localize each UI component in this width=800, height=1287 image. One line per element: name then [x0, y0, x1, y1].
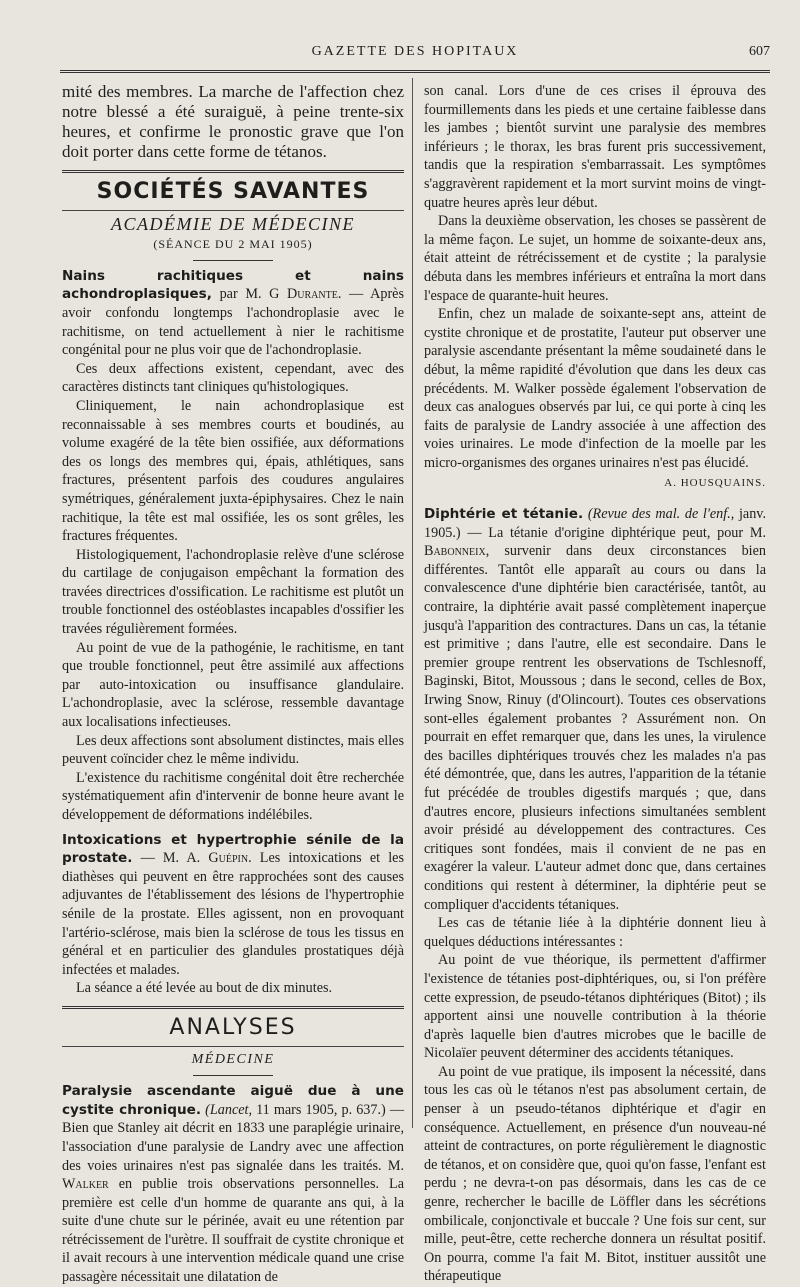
section-title-societes: SOCIÉTÉS SAVANTES — [96, 179, 370, 204]
page-number: 607 — [749, 44, 770, 59]
article-title: Intoxications et hypertrophie sénile de la prostate. — [62, 831, 404, 867]
rule — [193, 1075, 273, 1076]
author: Babonneix — [424, 543, 486, 560]
rule — [193, 260, 273, 261]
author: Durante — [287, 286, 338, 303]
author: Walker — [62, 1176, 109, 1193]
article-prostate: Intoxications et hypertrophie sénile de la prostate. — M. A. Guépin. Les intoxications et les diathèses qui peuvent en être rapprochées sont des causes adjuvantes de l'établissement des lésions de l'hypertrophie sénile de la prostate. Elles agissent, non en provoquant l'artério-sclérose, mais bien la sclérose de tous les tissus en général et en particulier des glandules prostatiques déjà infectées et malades. — [62, 831, 404, 978]
rule — [62, 1046, 404, 1047]
left-column — [62, 82, 404, 1287]
paragraph: Les cas de tétanie liée à la diphtérie donnent lieu à quelques déductions intéressantes : — [424, 915, 766, 950]
paragraph: Au point de vue pratique, ils imposent la nécessité, dans tous les cas où le tétanos n'est pas absolument certain, de penser à un pseudo-tétanos diphtérique et d'agir en conséquence. Actuellement, en présence d'un nouveau-né atteint de contractures, on porte régulièrement le diagnostic de tétanos, et on considère que, quoi qu'on fasse, l'enfant est perdu ; ne devra-t-on pas désormais, dans les cas de ce genre, rechercher le bacille de Löffler dans les sécrétions ombilicale, conjonctivale et buccale ? Une fois sur cent, sur mille, peut-être, cette recherche donnera un résultat positif. On pourra, comme l'a fait M. Bitot, instituer aussitôt une thérapeutique — [424, 1063, 766, 1285]
session-date: (SÉANCE DU 2 MAI 1905) — [153, 237, 313, 252]
academy-title: ACADÉMIE DE MÉDECINE — [111, 213, 355, 234]
article-diphterie: Diphtérie et tétanie. (Revue des mal. de l'enf., janv. 1905.) — La tétanie d'origine diphtérique peut, pour M. Babonneix, survenir dans deux circonstances bien différentes. Tantôt elle apparaît au cours ou dans la convalescence d'une diphtérie bien caractérisée, tantôt, au contraire, la diphtérie avait passé complètement inaperçue jusqu'à l'apparition des contractures. Dans un cas, la tétanie est primitive ; dans l'autre, elle est secondaire. Dans le premier groupe rentrent les observations de Tschlesnoff, Baginski, Bitot, Moussous ; dans le second, celles de Box, Irwing Snow, Rinuy (d'Olincourt). Toutes ces observations sont-elles également probantes ? Assurément non. On pourrait en effet remarquer que, dans les unes, la virulence des bacilles diphtériques trouvés chez les malades n'a pas été démontrée, que, dans les autres, l'apparition de la tétanie fut précédée de troubles digestifs marqués ; que, dans d'autres encore, plusieurs infections simultanées semblent avoir présidé au développement des contractures. Ces critiques sont fondées, mais il convient de ne pas en exagérer la valeur. L'auteur admet donc que, dans certaines conditions qui restent à déterminer, la diphtérie peut se compliquer d'accidents tétaniques. — [424, 506, 767, 913]
paragraph: Les deux affections sont absolument distinctes, mais elles peuvent coïncider chez le même individu. — [62, 732, 404, 768]
right-column — [424, 82, 766, 1286]
subsection-medecine: MÉDECINE — [191, 1051, 275, 1067]
paragraph: son canal. Lors d'une de ces crises il éprouva des fourmillements dans les pieds et une certaine faiblesse dans les jambes ; bientôt survint une paralysie des membres inférieurs ; le thorax, les bras furent pris successivement, tandis que la respiration s'embarrassait. Les symptômes s'aggravèrent rapidement et la mort survint moins de vingt-quatre heures après leur début. — [424, 83, 766, 211]
paragraph: L'existence du rachitisme congénital doit être recherchée systématiquement afin d'intervenir de bonne heure avant le développement de déformations indélébiles. — [62, 769, 404, 823]
section-title-analyses: ANALYSES — [169, 1014, 297, 1040]
continued-text: mité des membres. La marche de l'affection chez notre blessé a été suraiguë, à peine trente-six heures, et confirme le pronostic grave que l'on doit porter dans cette forme de tétanos. — [62, 82, 404, 161]
article-title: Nains rachitiques et nains achondroplasiques, — [62, 267, 404, 303]
paragraph: Enfin, chez un malade de soixante-sept ans, atteint de cystite chronique et de prostatite, l'auteur put observer une paralysie ascendante présentant la même soudaineté dans le début, la même rapidité d'évolution que dans les deux cas précédents. M. Walker possède également l'observation de deux cas analogues observés par lui, ce qui porte à cinq les faits de paralysie de Landry associée à une affection des voies urinaires. Le mode d'infection de la moelle par les micro-organismes des organes urinaires n'est pas élucidé. — [424, 306, 766, 471]
rule — [62, 210, 404, 211]
header-rule — [60, 70, 770, 73]
paragraph: La séance a été levée au bout de dix minutes. — [76, 980, 333, 997]
running-head — [60, 44, 770, 64]
paragraph: Dans la deuxième observation, les choses se passèrent de la même façon. Le sujet, un homme de soixante-deux ans, était atteint de rétrécissement et de cystite ; la paralysie débuta dans les membres inférieurs et entraîna la mort dans l'espace de quarante-huit heures. — [424, 213, 766, 304]
paragraph: Au point de vue théorique, ils permettent d'affirmer l'existence de tétanies post-diphtériques, ou, si l'on préfère cette expression, de pseudo-tétanos diphtériques (Bitot) ; ils apportent ainsi une nouvelle contribution à la théorie d'après laquelle bien d'autres microbes que le bacille de Nicolaïer peuvent déterminer des accidents tétaniques. — [424, 952, 766, 1062]
paragraph: Cliniquement, le nain achondroplasique est reconnaissable à ses membres courts et boudinés, au volume exagéré de la tête bien ossifiée, aux déformations des os longs des membres qui, épais, athlétiques, sans fractures, présentent parfois des coudures angulaires symétriques, généralement juxta-épiphysaires. Chez le nain rachitique, la tête est mal ossifiée, les os sont grêles, les fractures fréquentes. — [62, 397, 404, 545]
author: Guépin — [208, 850, 249, 867]
article-title: Diphtérie et tétanie. — [424, 506, 584, 523]
rule — [62, 1006, 404, 1009]
signature: A. HOUSQUAINS. — [664, 477, 766, 490]
article-nains: Nains rachitiques et nains achondroplasiques, par M. G Durante. — Après avoir confondu longtemps l'achondroplasie avec le rachitisme, on tend actuellement à nier le rachitisme congénital pour ne plus voir que de l'achondroplasie. — [62, 267, 404, 359]
journal-title: GAZETTE DES HOPITAUX — [311, 44, 519, 59]
article-title: Paralysie ascendante aiguë due à une cystite chronique. — [62, 1083, 404, 1118]
article-paralysie: Paralysie ascendante aiguë due à une cystite chronique. (Lancet, 11 mars 1905, p. 637.) — Bien que Stanley ait décrit en 1833 une paraplégie urinaire, l'association d'une paralysie de Landry avec une affection des voies urinaires n'est pas signalée dans les traités. M. Walker en publie trois observations personnelles. La première est celle d'un homme de quarante ans qui, à la suite d'une chute sur le périnée, avait eu une rétention par rétrécissement de l'urètre. Il souffrait de cystite chronique et il avait recours à une intervention médicale quand une crise passagère nécessitait une dilatation de — [62, 1083, 405, 1286]
paragraph: Au point de vue de la pathogénie, le rachitisme, en tant que trouble fonctionnel, peut être assimilé aux affections par auto-intoxication ou insuffisance glandulaire. L'achondroplasie, avec la sclérose, ressemble davantage aux localisations infectieuses. — [62, 639, 404, 731]
column-divider — [412, 78, 413, 1128]
rule — [62, 170, 404, 173]
paragraph: Ces deux affections existent, cependant, avec des caractères distincts tant cliniques qu'histologiques. — [62, 360, 404, 396]
paragraph: Histologiquement, l'achondroplasie relève d'une sclérose du cartilage de conjugaison empêchant la formation des travées directrices d'ossification. Le rachitisme est plutôt un trouble fonctionnel des ostéoblastes incapables d'ossifier les travées régulièrement formées. — [62, 546, 404, 638]
